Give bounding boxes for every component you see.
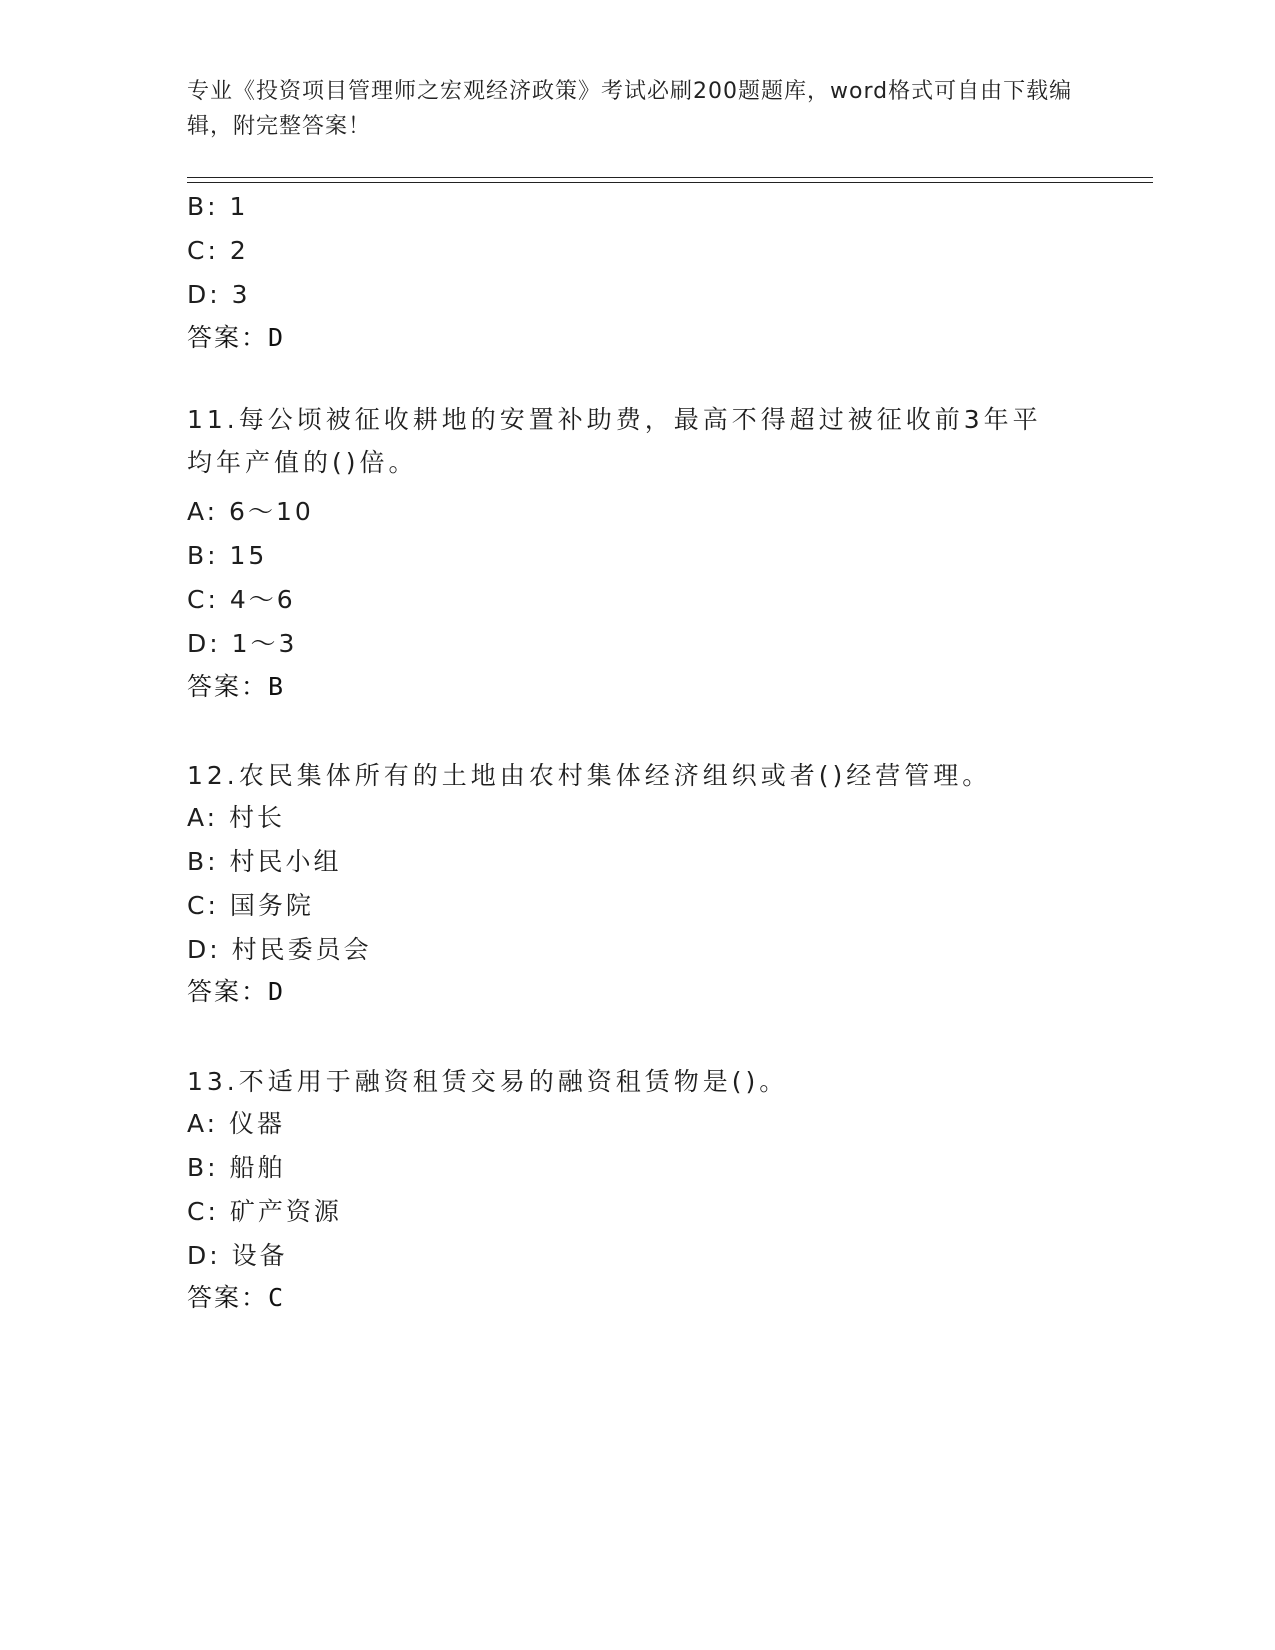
question-12-option-a: A: 村长 — [187, 803, 286, 832]
option-d: D: 3 — [187, 280, 251, 309]
question-13-option-b: B: 船舶 — [187, 1153, 286, 1182]
option-c: C: 2 — [187, 236, 249, 265]
question-11-option-d: D: 1～3 — [187, 629, 298, 658]
question-11-option-b: B: 15 — [187, 541, 268, 570]
question-11-option-c: C: 4～6 — [187, 585, 296, 614]
question-12-option-d: D: 村民委员会 — [187, 935, 372, 964]
question-12-text: 12.农民集体所有的土地由农村集体经济组织或者()经营管理。 — [187, 761, 992, 790]
question-13-option-d: D: 设备 — [187, 1241, 288, 1270]
question-13-text: 13.不适用于融资租赁交易的融资租赁物是()。 — [187, 1067, 789, 1096]
answer: 答案：D — [187, 323, 286, 352]
question-12-option-b: B: 村民小组 — [187, 847, 342, 876]
question-11-text: 11.每公顷被征收耕地的安置补助费，最高不得超过被征收前3年平均年产值的()倍。 — [187, 405, 1042, 477]
question-11-option-a: A: 6～10 — [187, 497, 314, 526]
question-13-answer: 答案：C — [187, 1283, 286, 1312]
question-13-option-a: A: 仪器 — [187, 1109, 286, 1138]
question-12-answer: 答案：D — [187, 977, 286, 1006]
header-divider-bottom — [187, 182, 1153, 183]
option-b: B: 1 — [187, 192, 249, 221]
question-11-answer: 答案：B — [187, 672, 286, 701]
question-12-option-c: C: 国务院 — [187, 891, 314, 920]
document-header: 专业《投资项目管理师之宏观经济政策》考试必刷200题题库，word格式可自由下载编辑，附完整答案！ — [187, 79, 1073, 139]
header-divider-top — [187, 177, 1153, 178]
question-13-option-c: C: 矿产资源 — [187, 1197, 342, 1226]
